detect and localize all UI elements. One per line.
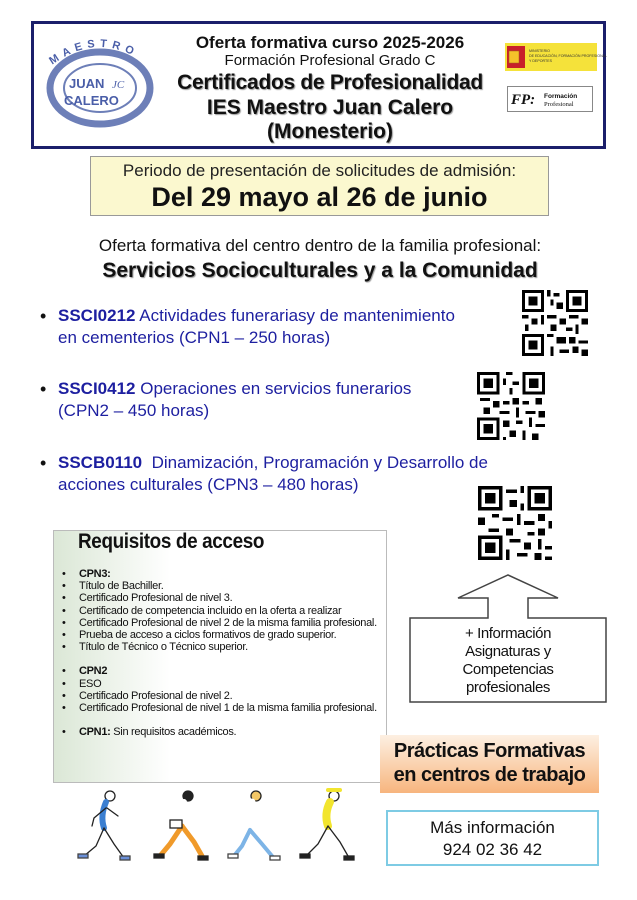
list-item: • Certificado Profesional de nivel 3. [62, 592, 387, 604]
list-item: • Título de Bachiller. [62, 580, 387, 592]
header-school-name: IES Maestro Juan Calero [206, 96, 454, 119]
course-code: SSCB0110 [58, 453, 143, 472]
svg-text:MINISTERIO: MINISTERIO [529, 49, 550, 53]
course-title: Operaciones en servicios funerarios [140, 379, 412, 398]
list-item: • Certificado Profesional de nivel 1 de la misma familia profesional. [62, 702, 387, 714]
svg-text:CALERO: CALERO [64, 93, 119, 108]
course-hours: acciones culturales (CPN3 – 480 horas) [58, 475, 359, 494]
qr-code[interactable] [522, 290, 588, 356]
bullet: • [40, 379, 47, 399]
header-title: Oferta formativa curso 2025-2026 [195, 33, 465, 52]
school-logo [36, 30, 164, 134]
internship-banner-text: Prácticas Formativas en centros de trabajo [393, 740, 586, 786]
list-item: • Título de Técnico o Técnico superior. [62, 641, 387, 653]
family-name: Servicios Socioculturales y a la Comunidad [102, 259, 538, 282]
course-hours: (CPN2 – 450 horas) [58, 401, 210, 420]
svg-text:Formación: Formación [544, 93, 578, 100]
list-spacer [62, 653, 387, 665]
list-item: • CPN1: Sin requisitos académicos. [62, 726, 387, 738]
list-item: • Prueba de acceso a ciclos formativos de grado superior. [62, 629, 387, 641]
list-spacer [62, 714, 387, 726]
contact-text [386, 817, 599, 861]
svg-text:JUAN: JUAN [69, 76, 105, 91]
course-item [40, 452, 550, 496]
course-item [40, 305, 510, 349]
course-hours: en cementerios (CPN1 – 250 horas) [58, 328, 331, 347]
course-item [40, 378, 470, 422]
people-illustration [66, 786, 366, 864]
ministry-logo [505, 43, 608, 71]
admission-period-label: Periodo de presentación de solicitudes de admisión: [122, 161, 517, 180]
course-title: Actividades funerariasy de mantenimiento [139, 306, 455, 325]
course-code: SSCI0412 [58, 379, 136, 398]
bullet: • [40, 306, 47, 326]
svg-text:DE EDUCACIÓN, FORMACIÓN PROFES: DE EDUCACIÓN, FORMACIÓN PROFESIONAL [529, 54, 608, 58]
contact-label: Más información [430, 818, 555, 837]
fp-logo [507, 86, 593, 112]
course-title: Dinamización, Programación y Desarrollo de [151, 453, 488, 472]
bullet: • [40, 453, 47, 473]
more-info-text: + Información Asignaturas y Competencias profesionales [462, 625, 554, 696]
header-certificates: Certificados de Profesionalidad [177, 71, 483, 94]
qr-code[interactable] [478, 486, 552, 560]
family-intro: Oferta formativa del centro dentro de la familia profesional: [98, 236, 542, 255]
svg-text:Profesional: Profesional [544, 101, 574, 108]
list-item: • ESO [62, 678, 387, 690]
svg-text:MAESTRO: MAESTRO [47, 37, 141, 68]
list-item: • CPN3: [62, 568, 387, 580]
svg-text:FP:: FP: [511, 92, 536, 108]
header-town: (Monesterio) [267, 120, 393, 143]
list-item: • CPN2 [62, 665, 387, 677]
requirements-title: Requisitos de acceso [78, 530, 265, 553]
qr-code[interactable] [477, 372, 545, 440]
requirements-list [62, 568, 387, 738]
contact-phone[interactable]: 924 02 36 42 [442, 840, 543, 859]
svg-text:JC: JC [112, 79, 125, 91]
list-item: • Certificado Profesional de nivel 2 de la misma familia profesional. [62, 617, 387, 629]
list-item: • Certificado Profesional de nivel 2. [62, 690, 387, 702]
course-code: SSCI0212 [58, 306, 136, 325]
svg-text:Y DEPORTES: Y DEPORTES [529, 59, 553, 63]
header-subtitle: Formación Profesional Grado C [224, 52, 436, 69]
admission-period-dates: Del 29 mayo al 26 de junio [151, 182, 488, 212]
list-item: • Certificado de competencia incluido en la oferta a realizar [62, 605, 387, 617]
